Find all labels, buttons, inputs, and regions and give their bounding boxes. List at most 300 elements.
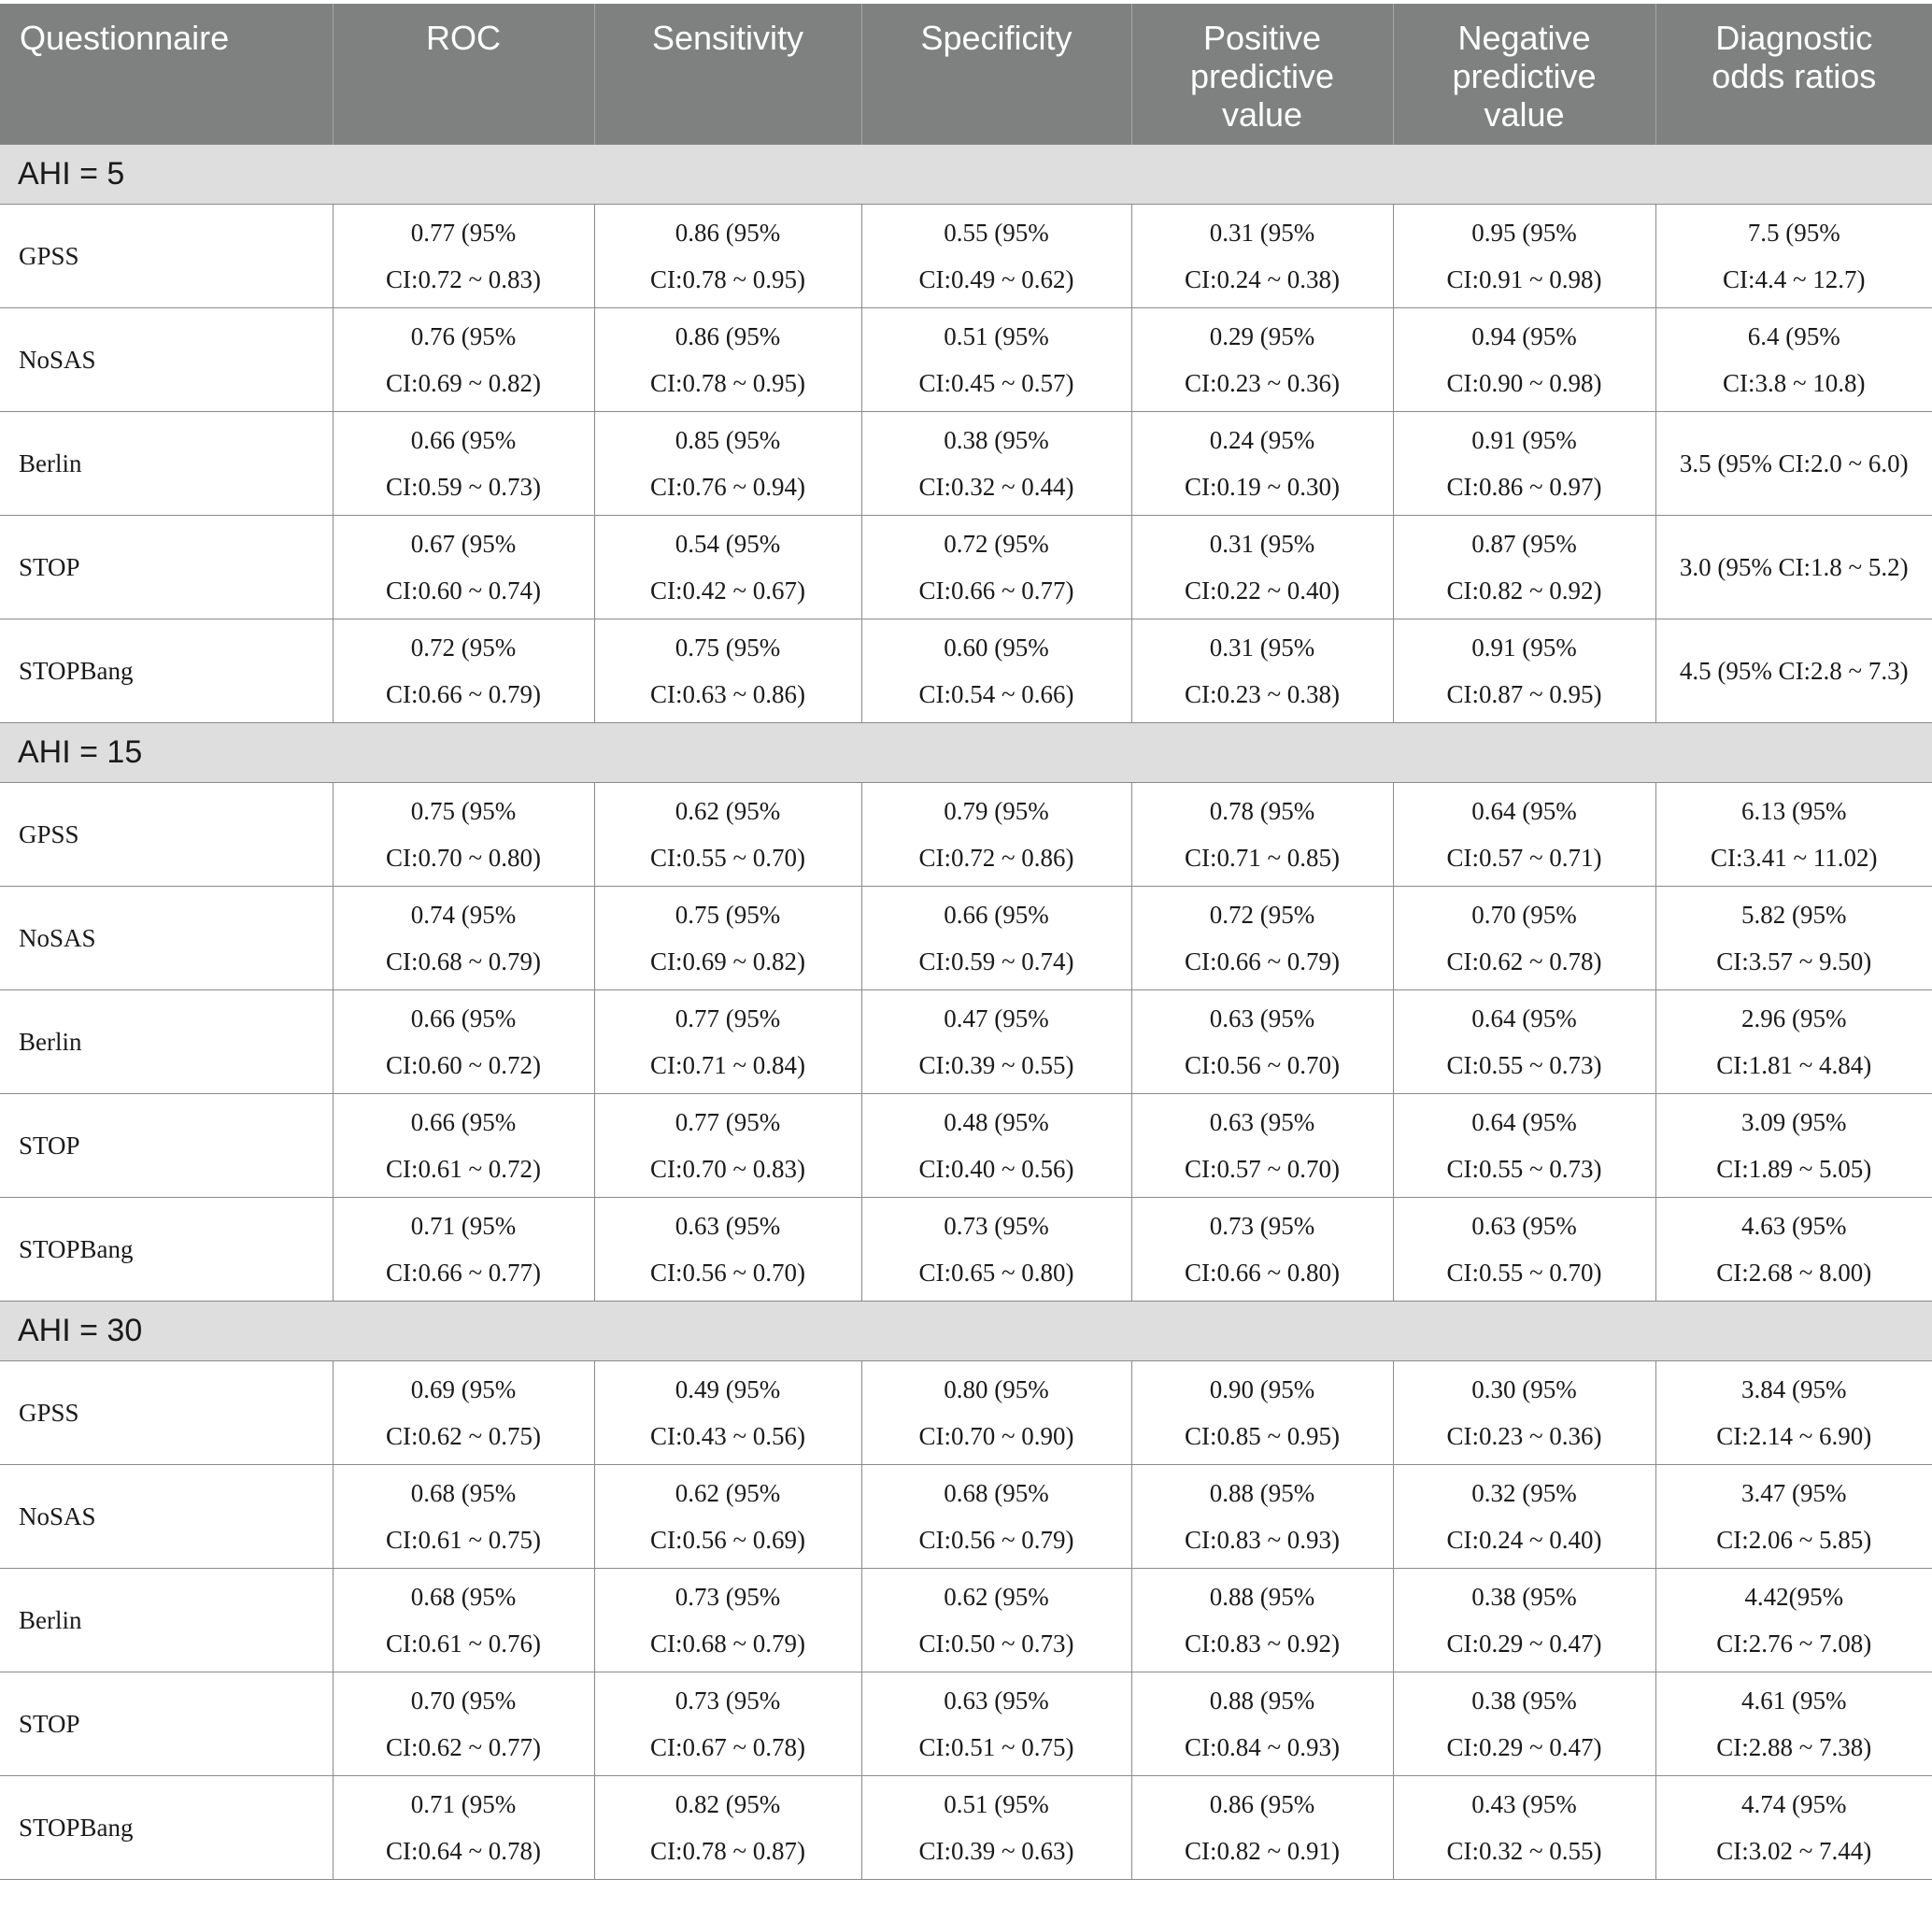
cell-line: CI:0.39 ~ 0.55) xyxy=(918,1050,1074,1079)
table-cell xyxy=(861,204,1131,307)
table-cell xyxy=(1655,782,1932,886)
table-cell xyxy=(594,886,861,989)
table-cell xyxy=(1131,989,1393,1093)
cell-line: CI:0.57 ~ 0.70) xyxy=(1184,1154,1341,1183)
cell-line: 0.38 (95% xyxy=(1471,1582,1577,1611)
cell-line: 0.62 (95% xyxy=(675,796,781,825)
table-cell xyxy=(1655,989,1932,1093)
header-col-specificity xyxy=(861,4,1131,144)
cell-line: 0.85 (95% xyxy=(675,425,781,454)
table-cell xyxy=(1131,307,1393,411)
cell-line: CI:0.70 ~ 0.83) xyxy=(649,1154,806,1183)
group-label: AHI = 5 xyxy=(0,144,1932,204)
questionnaire-name: NoSAS xyxy=(0,1464,333,1568)
cell-line: CI:0.62 ~ 0.78) xyxy=(1446,946,1602,975)
table-cell xyxy=(861,1360,1131,1464)
cell-line: 0.31 (95% xyxy=(1209,218,1315,247)
cell-line: CI:0.56 ~ 0.79) xyxy=(918,1525,1074,1554)
header-label: predictive xyxy=(1452,57,1597,95)
table-row xyxy=(0,1197,1932,1301)
cell-line: CI:4.4 ~ 12.7) xyxy=(1722,264,1866,293)
table-cell xyxy=(861,989,1131,1093)
table-cell xyxy=(333,204,594,307)
table-cell xyxy=(594,1464,861,1568)
cell-line: 0.73 (95% xyxy=(675,1686,781,1715)
cell-line: CI:0.55 ~ 0.70) xyxy=(649,843,806,872)
cell-line: CI:0.50 ~ 0.73) xyxy=(918,1629,1074,1658)
cell-line: CI:0.59 ~ 0.73) xyxy=(385,472,542,501)
cell-line: 0.29 (95% xyxy=(1209,321,1315,350)
table-cell xyxy=(1393,782,1655,886)
cell-line: CI:0.24 ~ 0.38) xyxy=(1184,264,1341,293)
header-label: predictive xyxy=(1189,57,1335,95)
cell-line: 0.43 (95% xyxy=(1471,1789,1577,1818)
table-row xyxy=(0,619,1932,722)
cell-line: 0.70 (95% xyxy=(1471,900,1577,929)
table-row xyxy=(0,1464,1932,1568)
cell-line: 3.09 (95% xyxy=(1741,1107,1847,1136)
table-cell xyxy=(333,515,594,619)
table-cell xyxy=(861,515,1131,619)
cell-line: CI:0.72 ~ 0.83) xyxy=(385,264,542,293)
cell-line: 0.63 (95% xyxy=(1209,1107,1315,1136)
table-cell xyxy=(1655,1568,1932,1672)
cell-line: 0.63 (95% xyxy=(675,1211,781,1240)
table-cell xyxy=(1131,515,1393,619)
table-cell xyxy=(1131,1464,1393,1568)
table-row xyxy=(0,886,1932,989)
cell-line: CI:0.32 ~ 0.44) xyxy=(918,472,1074,501)
table-cell xyxy=(594,782,861,886)
cell-line: CI:0.76 ~ 0.94) xyxy=(649,472,806,501)
cell-line: 0.88 (95% xyxy=(1209,1686,1315,1715)
group-row xyxy=(0,722,1932,782)
questionnaire-name: STOPBang xyxy=(0,619,333,722)
cell-line: 0.31 (95% xyxy=(1209,529,1315,558)
cell-line: CI:0.70 ~ 0.90) xyxy=(918,1421,1074,1450)
header-col-questionnaire xyxy=(0,4,333,144)
cell-line: CI:0.66 ~ 0.79) xyxy=(1184,946,1341,975)
cell-line: CI:0.60 ~ 0.74) xyxy=(385,576,542,605)
table-cell xyxy=(333,411,594,515)
cell-line: 0.77 (95% xyxy=(675,1003,781,1032)
cell-line: CI:3.8 ~ 10.8) xyxy=(1722,368,1866,397)
header-col-sensitivity xyxy=(594,4,861,144)
cell-line: CI:0.87 ~ 0.95) xyxy=(1446,679,1602,708)
table-cell xyxy=(1655,1672,1932,1775)
cell-line: 0.62 (95% xyxy=(944,1582,1049,1611)
cell-line: CI:0.84 ~ 0.93) xyxy=(1184,1732,1341,1761)
cell-line: CI:0.62 ~ 0.75) xyxy=(385,1421,542,1450)
cell-line: 0.80 (95% xyxy=(944,1374,1049,1403)
cell-line: CI:1.81 ~ 4.84) xyxy=(1716,1050,1872,1079)
table-cell xyxy=(861,782,1131,886)
table-row xyxy=(0,1093,1932,1197)
questionnaire-name: STOPBang xyxy=(0,1775,333,1879)
cell-line: 0.63 (95% xyxy=(1209,1003,1315,1032)
cell-line: 0.64 (95% xyxy=(1471,1107,1577,1136)
header-row xyxy=(0,4,1932,144)
table-cell xyxy=(1655,1775,1932,1879)
table-cell xyxy=(1655,307,1932,411)
cell-line: 0.88 (95% xyxy=(1209,1478,1315,1507)
table-cell xyxy=(1393,619,1655,722)
cell-line: CI:0.66 ~ 0.77) xyxy=(918,576,1074,605)
cell-line: 0.94 (95% xyxy=(1471,321,1577,350)
cell-line: 0.82 (95% xyxy=(675,1789,781,1818)
cell-line: CI:3.57 ~ 9.50) xyxy=(1716,946,1872,975)
cell-line: CI:0.40 ~ 0.56) xyxy=(918,1154,1074,1183)
group-label: AHI = 15 xyxy=(0,722,1932,782)
header-label: value xyxy=(1484,95,1565,134)
header-col-dor xyxy=(1655,4,1932,144)
cell-line: 0.71 (95% xyxy=(410,1211,517,1240)
cell-line: CI:1.89 ~ 5.05) xyxy=(1716,1154,1872,1183)
table-cell xyxy=(1393,1360,1655,1464)
header-label: Negative xyxy=(1457,19,1591,57)
table-cell xyxy=(594,1197,861,1301)
cell-line: CI:0.61 ~ 0.75) xyxy=(385,1525,542,1554)
table-cell xyxy=(861,1775,1131,1879)
cell-line: CI:0.22 ~ 0.40) xyxy=(1184,576,1341,605)
cell-line: 0.90 (95% xyxy=(1209,1374,1315,1403)
cell-line: CI:0.56 ~ 0.70) xyxy=(1184,1050,1341,1079)
cell-line: 0.66 (95% xyxy=(410,1003,517,1032)
cell-line: CI:0.68 ~ 0.79) xyxy=(649,1629,806,1658)
cell-line: 0.72 (95% xyxy=(410,633,517,662)
cell-line: 0.77 (95% xyxy=(675,1107,781,1136)
cell-line: 0.55 (95% xyxy=(944,218,1049,247)
table-cell xyxy=(594,307,861,411)
cell-line: CI:0.67 ~ 0.78) xyxy=(649,1732,806,1761)
cell-line: 0.88 (95% xyxy=(1209,1582,1315,1611)
questionnaire-name: STOP xyxy=(0,1672,333,1775)
table-cell xyxy=(333,989,594,1093)
cell-line: 0.95 (95% xyxy=(1471,218,1577,247)
cell-line: 6.4 (95% xyxy=(1747,321,1840,350)
table-row xyxy=(0,989,1932,1093)
cell-line: CI:3.41 ~ 11.02) xyxy=(1710,843,1878,872)
cell-line: CI:0.66 ~ 0.80) xyxy=(1184,1258,1341,1287)
cell-line: 4.5 (95% CI:2.8 ~ 7.3) xyxy=(1679,656,1909,685)
header-label: value xyxy=(1221,95,1303,134)
cell-line: 0.71 (95% xyxy=(410,1789,517,1818)
cell-line: CI:0.39 ~ 0.63) xyxy=(918,1836,1074,1865)
table-cell xyxy=(861,1672,1131,1775)
cell-line: CI:0.68 ~ 0.79) xyxy=(385,946,542,975)
questionnaire-name: STOP xyxy=(0,515,333,619)
cell-line: CI:0.42 ~ 0.67) xyxy=(649,576,806,605)
cell-line: 0.38 (95% xyxy=(944,425,1049,454)
cell-line: CI:0.66 ~ 0.77) xyxy=(385,1258,542,1287)
cell-line: 0.75 (95% xyxy=(675,633,781,662)
cell-line: CI:0.66 ~ 0.79) xyxy=(385,679,542,708)
cell-line: CI:0.55 ~ 0.73) xyxy=(1446,1154,1602,1183)
table-row xyxy=(0,1568,1932,1672)
cell-line: CI:2.88 ~ 7.38) xyxy=(1716,1732,1872,1761)
table-cell xyxy=(861,1093,1131,1197)
results-table xyxy=(0,4,1932,1880)
table-cell xyxy=(594,1568,861,1672)
table-cell xyxy=(1131,411,1393,515)
table-cell xyxy=(861,619,1131,722)
table-cell xyxy=(333,1568,594,1672)
cell-line: CI:0.51 ~ 0.75) xyxy=(918,1732,1074,1761)
cell-line: CI:0.69 ~ 0.82) xyxy=(649,946,806,975)
cell-line: CI:0.82 ~ 0.91) xyxy=(1184,1836,1341,1865)
table-row xyxy=(0,1775,1932,1879)
cell-line: 0.86 (95% xyxy=(675,321,781,350)
cell-line: 0.67 (95% xyxy=(410,529,517,558)
cell-line: 0.86 (95% xyxy=(675,218,781,247)
table-cell xyxy=(333,1775,594,1879)
table-cell xyxy=(594,204,861,307)
questionnaire-name: Berlin xyxy=(0,1568,333,1672)
table-cell xyxy=(594,619,861,722)
cell-line: 0.86 (95% xyxy=(1209,1789,1315,1818)
table-cell xyxy=(1131,619,1393,722)
table-header xyxy=(0,4,1932,144)
table-cell xyxy=(1131,886,1393,989)
questionnaire-name: NoSAS xyxy=(0,307,333,411)
cell-line: 4.63 (95% xyxy=(1741,1211,1847,1240)
table-cell xyxy=(861,1197,1131,1301)
table-cell xyxy=(594,1360,861,1464)
cell-line: CI:0.78 ~ 0.95) xyxy=(649,368,806,397)
cell-line: 0.76 (95% xyxy=(410,321,517,350)
cell-line: 4.61 (95% xyxy=(1741,1686,1847,1715)
table-cell xyxy=(1393,1775,1655,1879)
cell-line: 0.69 (95% xyxy=(410,1374,517,1403)
cell-line: CI:0.64 ~ 0.78) xyxy=(385,1836,542,1865)
table-cell xyxy=(333,886,594,989)
table-cell xyxy=(1655,1360,1932,1464)
table-cell xyxy=(1131,1360,1393,1464)
cell-line: 0.64 (95% xyxy=(1471,796,1577,825)
cell-line: 0.75 (95% xyxy=(675,900,781,929)
table-row xyxy=(0,411,1932,515)
cell-line: CI:2.68 ~ 8.00) xyxy=(1716,1258,1872,1287)
cell-line: 3.0 (95% CI:1.8 ~ 5.2) xyxy=(1679,552,1909,581)
questionnaire-name: STOPBang xyxy=(0,1197,333,1301)
table-cell xyxy=(861,411,1131,515)
cell-line: CI:0.70 ~ 0.80) xyxy=(385,843,542,872)
questionnaire-name: Berlin xyxy=(0,411,333,515)
cell-line: CI:0.78 ~ 0.95) xyxy=(649,264,806,293)
cell-line: 6.13 (95% xyxy=(1741,796,1847,825)
questionnaire-name: Berlin xyxy=(0,989,333,1093)
table-row xyxy=(0,204,1932,307)
cell-line: CI:0.61 ~ 0.72) xyxy=(385,1154,542,1183)
table-cell xyxy=(1393,989,1655,1093)
table-cell xyxy=(333,1464,594,1568)
table-cell xyxy=(594,1093,861,1197)
questionnaire-name: GPSS xyxy=(0,204,333,307)
header-label: odds ratios xyxy=(1712,57,1877,95)
table-cell xyxy=(333,619,594,722)
cell-line: 0.62 (95% xyxy=(675,1478,781,1507)
cell-line: 7.5 (95% xyxy=(1747,218,1840,247)
cell-line: CI:0.56 ~ 0.70) xyxy=(649,1258,806,1287)
table-cell xyxy=(1655,1197,1932,1301)
cell-line: CI:0.83 ~ 0.92) xyxy=(1184,1629,1341,1658)
cell-line: CI:0.62 ~ 0.77) xyxy=(385,1732,542,1761)
table-cell xyxy=(594,989,861,1093)
table-cell xyxy=(594,1775,861,1879)
table-cell xyxy=(333,1360,594,1464)
cell-line: CI:3.02 ~ 7.44) xyxy=(1716,1836,1872,1865)
cell-line: 0.87 (95% xyxy=(1471,529,1577,558)
cell-line: 0.63 (95% xyxy=(944,1686,1049,1715)
table-cell xyxy=(1393,411,1655,515)
table-cell xyxy=(1393,1568,1655,1672)
cell-line: 3.47 (95% xyxy=(1741,1478,1847,1507)
cell-line: 0.66 (95% xyxy=(944,900,1049,929)
table-cell xyxy=(333,1197,594,1301)
cell-line: CI:0.86 ~ 0.97) xyxy=(1446,472,1602,501)
table-cell xyxy=(1655,411,1932,515)
cell-line: CI:0.29 ~ 0.47) xyxy=(1446,1629,1602,1658)
cell-line: CI:0.56 ~ 0.69) xyxy=(649,1525,806,1554)
table-cell xyxy=(1655,886,1932,989)
cell-line: CI:0.65 ~ 0.80) xyxy=(918,1258,1074,1287)
questionnaire-name: STOP xyxy=(0,1093,333,1197)
table-row xyxy=(0,782,1932,886)
cell-line: CI:0.57 ~ 0.71) xyxy=(1446,843,1602,872)
cell-line: 4.42(95% xyxy=(1744,1582,1844,1611)
cell-line: 0.73 (95% xyxy=(675,1582,781,1611)
table-cell xyxy=(1393,1093,1655,1197)
cell-line: 0.72 (95% xyxy=(1209,900,1315,929)
cell-line: 0.68 (95% xyxy=(944,1478,1049,1507)
table-cell xyxy=(333,1093,594,1197)
cell-line: CI:0.55 ~ 0.73) xyxy=(1446,1050,1602,1079)
header-label: ROC xyxy=(426,19,501,57)
header-col-roc xyxy=(333,4,594,144)
cell-line: CI:0.32 ~ 0.55) xyxy=(1446,1836,1602,1865)
cell-line: CI:0.19 ~ 0.30) xyxy=(1184,472,1341,501)
cell-line: CI:0.85 ~ 0.95) xyxy=(1184,1421,1341,1450)
cell-line: CI:0.69 ~ 0.82) xyxy=(385,368,542,397)
table-cell xyxy=(1393,1464,1655,1568)
cell-line: 3.5 (95% CI:2.0 ~ 6.0) xyxy=(1679,448,1909,477)
header-label: Questionnaire xyxy=(20,19,230,57)
cell-line: 0.47 (95% xyxy=(944,1003,1049,1032)
cell-line: CI:0.78 ~ 0.87) xyxy=(649,1836,806,1865)
cell-line: 0.66 (95% xyxy=(410,1107,517,1136)
table-cell xyxy=(1655,619,1932,722)
table-cell xyxy=(1655,1464,1932,1568)
cell-line: CI:0.23 ~ 0.38) xyxy=(1184,679,1341,708)
cell-line: 0.48 (95% xyxy=(944,1107,1049,1136)
cell-line: CI:2.06 ~ 5.85) xyxy=(1716,1525,1872,1554)
table-cell xyxy=(1131,1568,1393,1672)
cell-line: 0.70 (95% xyxy=(410,1686,517,1715)
questionnaire-name: GPSS xyxy=(0,1360,333,1464)
cell-line: CI:0.72 ~ 0.86) xyxy=(918,843,1074,872)
cell-line: 0.75 (95% xyxy=(410,796,517,825)
cell-line: 0.38 (95% xyxy=(1471,1686,1577,1715)
cell-line: 0.74 (95% xyxy=(410,900,517,929)
cell-line: 0.72 (95% xyxy=(944,529,1049,558)
group-row xyxy=(0,144,1932,204)
group-row xyxy=(0,1301,1932,1360)
cell-line: CI:0.59 ~ 0.74) xyxy=(918,946,1074,975)
table-row xyxy=(0,515,1932,619)
group-label: AHI = 30 xyxy=(0,1301,1932,1360)
cell-line: CI:0.23 ~ 0.36) xyxy=(1446,1421,1602,1450)
cell-line: 0.68 (95% xyxy=(410,1478,517,1507)
cell-line: 0.73 (95% xyxy=(1209,1211,1315,1240)
cell-line: CI:0.55 ~ 0.70) xyxy=(1446,1258,1602,1287)
cell-line: 0.54 (95% xyxy=(675,529,781,558)
table-row xyxy=(0,307,1932,411)
table-cell xyxy=(1131,1093,1393,1197)
cell-line: 0.51 (95% xyxy=(944,1789,1049,1818)
table-cell xyxy=(1655,1093,1932,1197)
cell-line: CI:0.54 ~ 0.66) xyxy=(918,679,1074,708)
table-row xyxy=(0,1360,1932,1464)
cell-line: CI:0.63 ~ 0.86) xyxy=(649,679,806,708)
table-cell xyxy=(1131,1197,1393,1301)
cell-line: 0.91 (95% xyxy=(1471,633,1577,662)
header-label: Sensitivity xyxy=(651,19,804,57)
table-cell xyxy=(1131,204,1393,307)
cell-line: 0.60 (95% xyxy=(944,633,1049,662)
cell-line: CI:0.90 ~ 0.98) xyxy=(1446,368,1602,397)
cell-line: 4.74 (95% xyxy=(1741,1789,1847,1818)
table-cell xyxy=(1393,886,1655,989)
table-cell xyxy=(333,1672,594,1775)
cell-line: CI:0.23 ~ 0.36) xyxy=(1184,368,1341,397)
header-label: Positive xyxy=(1202,19,1322,57)
table-cell xyxy=(1131,1672,1393,1775)
cell-line: 0.51 (95% xyxy=(944,321,1049,350)
cell-line: 0.68 (95% xyxy=(410,1582,517,1611)
cell-line: 0.91 (95% xyxy=(1471,425,1577,454)
table-cell xyxy=(861,886,1131,989)
cell-line: 5.82 (95% xyxy=(1741,900,1847,929)
cell-line: CI:0.43 ~ 0.56) xyxy=(649,1421,806,1450)
cell-line: 0.66 (95% xyxy=(410,425,517,454)
table-body xyxy=(0,144,1932,1879)
cell-line: CI:0.24 ~ 0.40) xyxy=(1446,1525,1602,1554)
cell-line: 0.24 (95% xyxy=(1209,425,1315,454)
table-cell xyxy=(1393,307,1655,411)
questionnaire-name: NoSAS xyxy=(0,886,333,989)
cell-line: 0.31 (95% xyxy=(1209,633,1315,662)
header-label: Diagnostic xyxy=(1715,19,1873,57)
table-cell xyxy=(1393,515,1655,619)
table-cell xyxy=(861,1568,1131,1672)
cell-line: 3.84 (95% xyxy=(1741,1374,1847,1403)
table-cell xyxy=(1131,1775,1393,1879)
table-cell xyxy=(1393,204,1655,307)
cell-line: CI:0.71 ~ 0.84) xyxy=(649,1050,806,1079)
cell-line: CI:0.71 ~ 0.85) xyxy=(1184,843,1341,872)
table-cell xyxy=(861,307,1131,411)
table-cell xyxy=(1393,1672,1655,1775)
cell-line: 0.73 (95% xyxy=(944,1211,1049,1240)
cell-line: 0.32 (95% xyxy=(1471,1478,1577,1507)
header-col-npv xyxy=(1393,4,1655,144)
table-cell xyxy=(1655,515,1932,619)
cell-line: CI:0.60 ~ 0.72) xyxy=(385,1050,542,1079)
cell-line: 0.30 (95% xyxy=(1471,1374,1577,1403)
cell-line: CI:2.14 ~ 6.90) xyxy=(1716,1421,1872,1450)
cell-line: 0.64 (95% xyxy=(1471,1003,1577,1032)
cell-line: 2.96 (95% xyxy=(1741,1003,1847,1032)
